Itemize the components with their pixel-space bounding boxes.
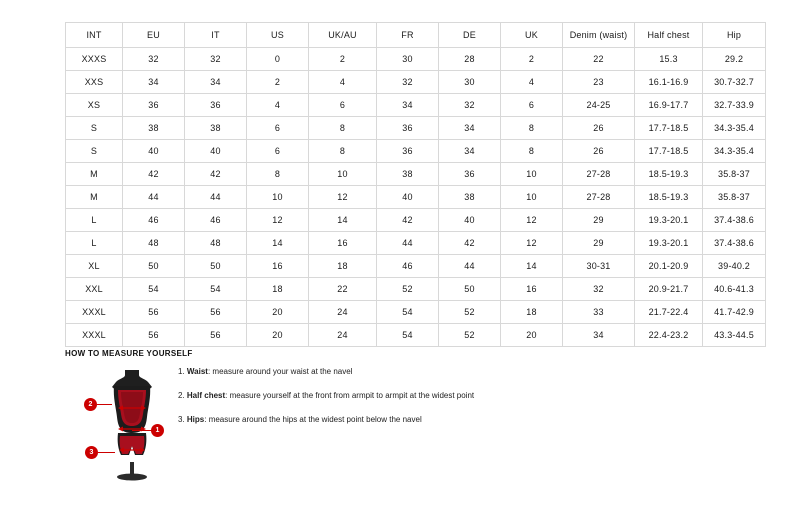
- table-cell: L: [66, 232, 123, 255]
- table-cell: 20: [501, 324, 563, 347]
- table-cell: 24-25: [563, 94, 635, 117]
- measure-instruction-1: [178, 366, 598, 377]
- table-cell: XL: [66, 255, 123, 278]
- table-cell: 15.3: [635, 48, 703, 71]
- table-cell: 29: [563, 232, 635, 255]
- table-cell: 16: [309, 232, 377, 255]
- table-cell: 12: [501, 232, 563, 255]
- instruction-term: Waist: [186, 367, 208, 376]
- table-cell: 16.1-16.9: [635, 71, 703, 94]
- table-cell: 18.5-19.3: [635, 163, 703, 186]
- table-cell: XXXL: [66, 301, 123, 324]
- how-to-measure-title: HOW TO MEASURE YOURSELF: [65, 349, 193, 358]
- table-cell: 20: [247, 324, 309, 347]
- table-cell: 14: [309, 209, 377, 232]
- table-cell: 41.7-42.9: [703, 301, 766, 324]
- table-cell: 40: [185, 140, 247, 163]
- table-cell: 44: [377, 232, 439, 255]
- column-header: INT: [66, 23, 123, 48]
- column-header: Half chest: [635, 23, 703, 48]
- mannequin-illustration: [85, 362, 175, 482]
- table-cell: 34: [185, 71, 247, 94]
- table-cell: 40.6-41.3: [703, 278, 766, 301]
- table-cell: 42: [123, 163, 185, 186]
- table-cell: 24: [309, 301, 377, 324]
- callout-bullet-3: 3: [85, 446, 98, 459]
- table-cell: L: [66, 209, 123, 232]
- table-cell: 28: [439, 48, 501, 71]
- table-cell: 30-31: [563, 255, 635, 278]
- table-cell: 36: [185, 94, 247, 117]
- table-cell: 10: [247, 186, 309, 209]
- table-cell: 17.7-18.5: [635, 117, 703, 140]
- table-cell: 4: [247, 94, 309, 117]
- table-cell: 46: [185, 209, 247, 232]
- table-cell: S: [66, 117, 123, 140]
- table-cell: 32.7-33.9: [703, 94, 766, 117]
- table-cell: 56: [123, 301, 185, 324]
- column-header: DE: [439, 23, 501, 48]
- table-cell: 56: [185, 301, 247, 324]
- table-cell: 43.3-44.5: [703, 324, 766, 347]
- instruction-number: 1.: [178, 367, 185, 376]
- table-cell: 20: [247, 301, 309, 324]
- table-cell: 19.3-20.1: [635, 209, 703, 232]
- column-header: US: [247, 23, 309, 48]
- table-cell: 33: [563, 301, 635, 324]
- table-cell: XXXL: [66, 324, 123, 347]
- table-cell: 27-28: [563, 186, 635, 209]
- table-cell: 32: [123, 48, 185, 71]
- table-cell: 54: [377, 324, 439, 347]
- column-header: Hip: [703, 23, 766, 48]
- table-row: [66, 140, 766, 163]
- instruction-number: 3.: [178, 415, 185, 424]
- table-cell: 50: [185, 255, 247, 278]
- instruction-number: 2.: [178, 391, 185, 400]
- callout-line-2: [97, 404, 112, 405]
- table-cell: 34.3-35.4: [703, 140, 766, 163]
- table-row: [66, 278, 766, 301]
- measure-instruction-3: [178, 414, 598, 425]
- table-cell: 30: [377, 48, 439, 71]
- table-cell: 44: [439, 255, 501, 278]
- table-cell: 44: [185, 186, 247, 209]
- table-cell: 18: [247, 278, 309, 301]
- table-cell: 50: [439, 278, 501, 301]
- callout-line-1: [132, 430, 152, 431]
- table-cell: XXL: [66, 278, 123, 301]
- callout-bullet-2: 2: [84, 398, 97, 411]
- column-header: UK: [501, 23, 563, 48]
- table-cell: 34: [377, 94, 439, 117]
- table-cell: 48: [123, 232, 185, 255]
- table-cell: 17.7-18.5: [635, 140, 703, 163]
- table-header: [66, 23, 766, 48]
- table-cell: 36: [439, 163, 501, 186]
- table-cell: 26: [563, 117, 635, 140]
- table-cell: 35.8-37: [703, 186, 766, 209]
- table-cell: 40: [377, 186, 439, 209]
- table-cell: 29.2: [703, 48, 766, 71]
- table-cell: 4: [309, 71, 377, 94]
- table-cell: 44: [123, 186, 185, 209]
- table-row: [66, 163, 766, 186]
- table-cell: 50: [123, 255, 185, 278]
- table-cell: 8: [309, 117, 377, 140]
- table-cell: 52: [439, 301, 501, 324]
- table-row: [66, 255, 766, 278]
- table-row: [66, 301, 766, 324]
- table-cell: 6: [501, 94, 563, 117]
- table-cell: 38: [185, 117, 247, 140]
- table-cell: XXXS: [66, 48, 123, 71]
- table-cell: 36: [377, 140, 439, 163]
- column-header: UK/AU: [309, 23, 377, 48]
- column-header: IT: [185, 23, 247, 48]
- table-row: [66, 209, 766, 232]
- table-cell: 10: [501, 163, 563, 186]
- table-cell: 16: [247, 255, 309, 278]
- table-cell: 39-40.2: [703, 255, 766, 278]
- table-cell: 12: [247, 209, 309, 232]
- table-cell: 27-28: [563, 163, 635, 186]
- measure-instruction-2: [178, 390, 598, 401]
- table-cell: 56: [123, 324, 185, 347]
- table-cell: 6: [247, 140, 309, 163]
- table-cell: 29: [563, 209, 635, 232]
- table-cell: M: [66, 163, 123, 186]
- table-cell: 14: [501, 255, 563, 278]
- table-cell: 34.3-35.4: [703, 117, 766, 140]
- table-cell: 2: [501, 48, 563, 71]
- table-cell: 34: [439, 140, 501, 163]
- table-cell: 38: [377, 163, 439, 186]
- callout-bullet-1: 1: [151, 424, 164, 437]
- table-cell: S: [66, 140, 123, 163]
- table-cell: 54: [185, 278, 247, 301]
- table-cell: 8: [309, 140, 377, 163]
- table-cell: XS: [66, 94, 123, 117]
- table-cell: 38: [439, 186, 501, 209]
- table-cell: 52: [377, 278, 439, 301]
- instruction-text: : measure around your waist at the navel: [207, 367, 353, 376]
- column-header: EU: [123, 23, 185, 48]
- table-row: [66, 117, 766, 140]
- measure-instructions: [178, 366, 598, 438]
- table-cell: 0: [247, 48, 309, 71]
- table-cell: 4: [501, 71, 563, 94]
- table-cell: 34: [439, 117, 501, 140]
- table-row: [66, 232, 766, 255]
- table-cell: 18.5-19.3: [635, 186, 703, 209]
- table-cell: 30: [439, 71, 501, 94]
- table-cell: 8: [501, 117, 563, 140]
- table-cell: 42: [439, 232, 501, 255]
- table-body: [66, 48, 766, 347]
- table-cell: 54: [123, 278, 185, 301]
- table-cell: 54: [377, 301, 439, 324]
- table-cell: 2: [247, 71, 309, 94]
- table-cell: 23: [563, 71, 635, 94]
- table-cell: 21.7-22.4: [635, 301, 703, 324]
- table-cell: 8: [501, 140, 563, 163]
- table-cell: 22.4-23.2: [635, 324, 703, 347]
- instruction-term: Half chest: [186, 391, 226, 400]
- instruction-term: Hips: [186, 415, 205, 424]
- table-cell: 42: [185, 163, 247, 186]
- table-cell: 12: [309, 186, 377, 209]
- table-cell: 16.9-17.7: [635, 94, 703, 117]
- table-cell: 16: [501, 278, 563, 301]
- table-cell: 6: [309, 94, 377, 117]
- table-cell: 42: [377, 209, 439, 232]
- table-cell: 32: [439, 94, 501, 117]
- table-cell: 22: [309, 278, 377, 301]
- table-cell: 56: [185, 324, 247, 347]
- table-cell: 32: [563, 278, 635, 301]
- table-cell: 26: [563, 140, 635, 163]
- table-cell: 40: [123, 140, 185, 163]
- table-cell: 32: [377, 71, 439, 94]
- table-cell: 2: [309, 48, 377, 71]
- column-header: FR: [377, 23, 439, 48]
- table-cell: 18: [501, 301, 563, 324]
- table-cell: 10: [501, 186, 563, 209]
- table-cell: 12: [501, 209, 563, 232]
- table-cell: 52: [439, 324, 501, 347]
- table-cell: 40: [439, 209, 501, 232]
- table-cell: 10: [309, 163, 377, 186]
- table-cell: 30.7-32.7: [703, 71, 766, 94]
- column-header: Denim (waist): [563, 23, 635, 48]
- table-cell: 37.4-38.6: [703, 209, 766, 232]
- table-cell: 37.4-38.6: [703, 232, 766, 255]
- mannequin-figure-icon: [85, 362, 175, 482]
- table-cell: 32: [185, 48, 247, 71]
- table-cell: 36: [377, 117, 439, 140]
- table-header-row: [66, 23, 766, 48]
- table-cell: 48: [185, 232, 247, 255]
- table-cell: 38: [123, 117, 185, 140]
- size-table: [65, 22, 766, 347]
- table-cell: 22: [563, 48, 635, 71]
- instruction-text: : measure yourself at the front from armpit to armpit at the widest point: [225, 391, 475, 400]
- table-cell: 46: [123, 209, 185, 232]
- table-cell: M: [66, 186, 123, 209]
- table-cell: XXS: [66, 71, 123, 94]
- table-cell: 6: [247, 117, 309, 140]
- table-row: [66, 48, 766, 71]
- table-cell: 34: [123, 71, 185, 94]
- table-cell: 35.8-37: [703, 163, 766, 186]
- table-cell: 20.1-20.9: [635, 255, 703, 278]
- table-cell: 36: [123, 94, 185, 117]
- table-row: [66, 71, 766, 94]
- table-cell: 34: [563, 324, 635, 347]
- size-chart: [65, 22, 754, 347]
- table-cell: 46: [377, 255, 439, 278]
- callout-line-3: [98, 452, 115, 453]
- instruction-text: : measure around the hips at the widest point below the navel: [204, 415, 422, 424]
- table-cell: 8: [247, 163, 309, 186]
- table-cell: 19.3-20.1: [635, 232, 703, 255]
- table-row: [66, 324, 766, 347]
- table-row: [66, 186, 766, 209]
- table-cell: 24: [309, 324, 377, 347]
- table-cell: 20.9-21.7: [635, 278, 703, 301]
- table-cell: 14: [247, 232, 309, 255]
- table-cell: 18: [309, 255, 377, 278]
- table-row: [66, 94, 766, 117]
